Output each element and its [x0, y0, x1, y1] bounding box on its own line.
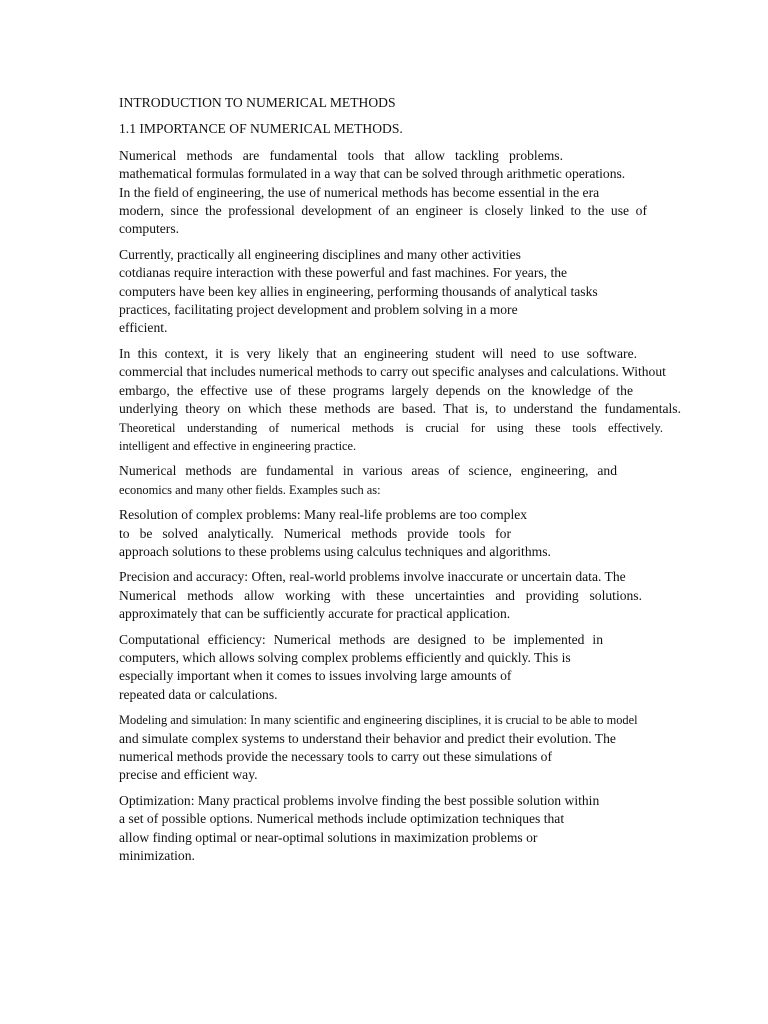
paragraph-line: modern, since the professional development of an engineer is closely linked to the use of	[119, 203, 647, 219]
paragraph-line: Modeling and simulation: In many scientific and engineering disciplines, it is crucial to be able to model	[119, 713, 638, 728]
paragraph-line: a set of possible options. Numerical methods include optimization techniques that	[119, 811, 565, 827]
paragraph-modeling	[119, 711, 699, 785]
paragraph-line: approximately that can be sufficiently accurate for practical application.	[119, 606, 511, 622]
paragraph-optimization	[119, 792, 699, 866]
paragraph-line: mathematical formulas formulated in a way that can be solved through arithmetic operations.	[119, 166, 626, 182]
paragraph-line: In the field of engineering, the use of numerical methods has become essential in the era	[119, 184, 600, 200]
paragraph-line: practices, facilitating project development and problem solving in a more	[119, 302, 518, 318]
paragraph-line: Computational efficiency: Numerical methods are designed to be implemented in	[119, 631, 603, 647]
paragraph-line: intelligent and effective in engineering practice.	[119, 438, 357, 453]
paragraph-line: cotdianas require interaction with these powerful and fast machines. For years, the	[119, 265, 568, 281]
paragraph-line: allow finding optimal or near-optimal solutions in maximization problems or	[119, 829, 538, 845]
paragraph-line: efficient.	[119, 320, 168, 336]
paragraph-line: and simulate complex systems to understand their behavior and predict their evolution. The	[119, 730, 616, 746]
paragraph-intro	[119, 147, 699, 239]
paragraph-precision	[119, 568, 699, 623]
paragraph-line: minimization.	[119, 848, 195, 864]
section-heading: 1.1 IMPORTANCE OF NUMERICAL METHODS.	[119, 121, 403, 137]
paragraph-line: In this context, it is very likely that an engineering student will need to use software.	[119, 345, 637, 361]
paragraph-line: to be solved analytically. Numerical methods provide tools for	[119, 525, 511, 541]
paragraph-line: commercial that includes numerical methods to carry out specific analyses and calculations. Without	[119, 364, 666, 380]
paragraph-line: approach solutions to these problems using calculus techniques and algorithms.	[119, 543, 551, 559]
document-title: INTRODUCTION TO NUMERICAL METHODS	[119, 95, 396, 110]
paragraph-line: especially important when it comes to issues involving large amounts of	[119, 668, 512, 684]
paragraph-line: numerical methods provide the necessary tools to carry out these simulations of	[119, 749, 553, 764]
paragraph-resolution	[119, 506, 699, 561]
paragraph-currently	[119, 246, 699, 338]
paragraph-context	[119, 345, 699, 455]
paragraph-line: repeated data or calculations.	[119, 686, 278, 702]
paragraph-line: computers, which allows solving complex problems efficiently and quickly. This is	[119, 649, 571, 665]
paragraph-line: underlying theory on which these methods are based. That is, to understand the fundamentals.	[119, 401, 681, 417]
paragraph-line: Theoretical understanding of numerical methods is crucial for using these tools effectively.	[119, 420, 663, 435]
paragraph-line: precise and efficient way.	[119, 767, 258, 783]
document-page	[119, 94, 699, 872]
paragraph-line: Numerical methods allow working with these uncertainties and providing solutions.	[119, 587, 642, 603]
paragraph-line: Resolution of complex problems: Many real-life problems are too complex	[119, 507, 528, 523]
paragraph-line: Currently, practically all engineering disciplines and many other activities	[119, 246, 521, 262]
paragraph-line: computers.	[119, 221, 180, 237]
paragraph-line: economics and many other fields. Examples such as:	[119, 482, 381, 497]
paragraph-line: computers have been key allies in engineering, performing thousands of analytical tasks	[119, 283, 598, 299]
paragraph-line: Numerical methods are fundamental tools that allow tackling problems.	[119, 147, 563, 163]
paragraph-line: Precision and accuracy: Often, real-world problems involve inaccurate or uncertain data. The	[119, 569, 626, 585]
paragraph-examples	[119, 462, 699, 499]
paragraph-line: Numerical methods are fundamental in various areas of science, engineering, and	[119, 463, 617, 479]
paragraph-line: embargo, the effective use of these programs largely depends on the knowledge of the	[119, 382, 633, 398]
paragraph-line: Optimization: Many practical problems involve finding the best possible solution within	[119, 792, 600, 808]
paragraph-efficiency	[119, 631, 699, 705]
